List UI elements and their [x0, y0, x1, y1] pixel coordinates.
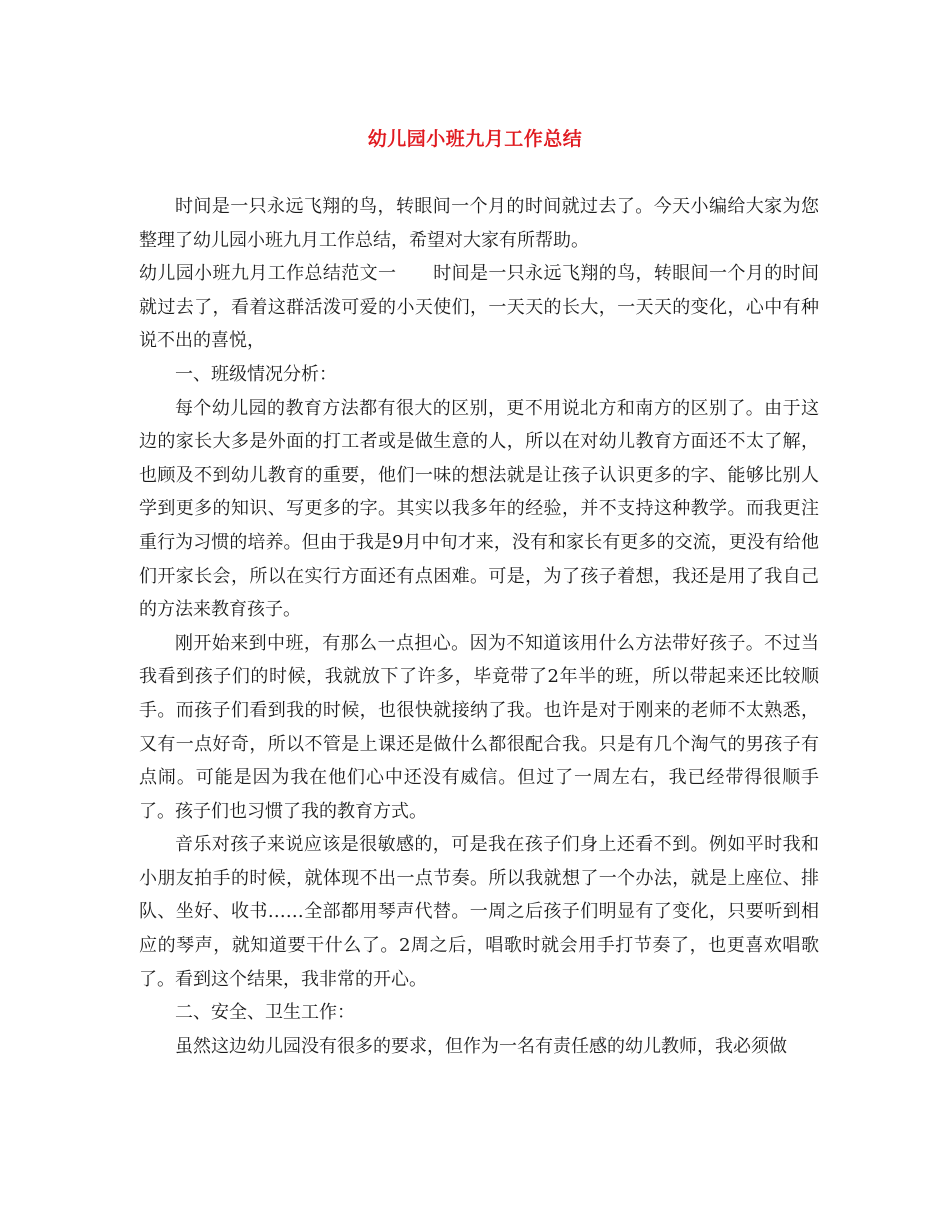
intro-paragraph: 时间是一只永远飞翔的鸟，转眼间一个月的时间就过去了。今天小编给大家为您整理了幼儿园小班九月工作总结，希望对大家有所帮助。 — [139, 196, 819, 251]
section-heading-class-analysis: 一、班级情况分析： — [175, 363, 337, 385]
sample-heading-paragraph: 幼儿园小班九月工作总结范文一 时间是一只永远飞翔的鸟，转眼间一个月的时间就过去了，看着这群活泼可爱的小天使们，一天天的长大，一天天的变化，心中有种说不出的喜悦， — [139, 263, 819, 352]
body-paragraph: 虽然这边幼儿园没有很多的要求，但作为一名有责任感的幼儿教师，我必须做 — [175, 1035, 787, 1057]
section-heading-safety-hygiene: 二、安全、卫生工作： — [175, 1002, 355, 1024]
document-body — [139, 190, 819, 1063]
body-paragraph: 刚开始来到中班，有那么一点担心。因为不知道该用什么方法带好孩子。不过当我看到孩子们的时候，我就放下了许多，毕竟带了2年半的班，所以带起来还比较顺手。而孩子们看到我的时候，也很快就接纳了我。也许是对于刚来的老师不太熟悉，又有一点好奇，所以不管是上课还是做什么都很配合我。只是有几个淘气的男孩子有点闹。可能是因为我在他们心中还没有威信。但过了一周左右，我已经带得很顺手了。孩子们也习惯了我的教育方式。 — [139, 632, 819, 822]
body-paragraph: 音乐对孩子来说应该是很敏感的，可是我在孩子们身上还看不到。例如平时我和小朋友拍手的时候，就体现不出一点节奏。所以我就想了一个办法，就是上座位、排队、坐好、收书……全部都用琴声代替。一周之后孩子们明显有了变化，只要听到相应的琴声，就知道要干什么了。2周之后，唱歌时就会用手打节奏了，也更喜欢唱歌了。看到这个结果，我非常的开心。 — [139, 834, 819, 990]
body-paragraph: 每个幼儿园的教育方法都有很大的区别，更不用说北方和南方的区别了。由于这边的家长大多是外面的打工者或是做生意的人，所以在对幼儿教育方面还不太了解，也顾及不到幼儿教育的重要，他们一味的想法就是让孩子认识更多的字、能够比别人学到更多的知识、写更多的字。其实以我多年的经验，并不支持这种教学。而我更注重行为习惯的培养。但由于我是9月中旬才来，没有和家长有更多的交流，更没有给他们开家长会，所以在实行方面还有点困难。可是，为了孩子着想，我还是用了我自己的方法来教育孩子。 — [139, 397, 819, 621]
document-title: 幼儿园小班九月工作总结 — [367, 128, 583, 150]
